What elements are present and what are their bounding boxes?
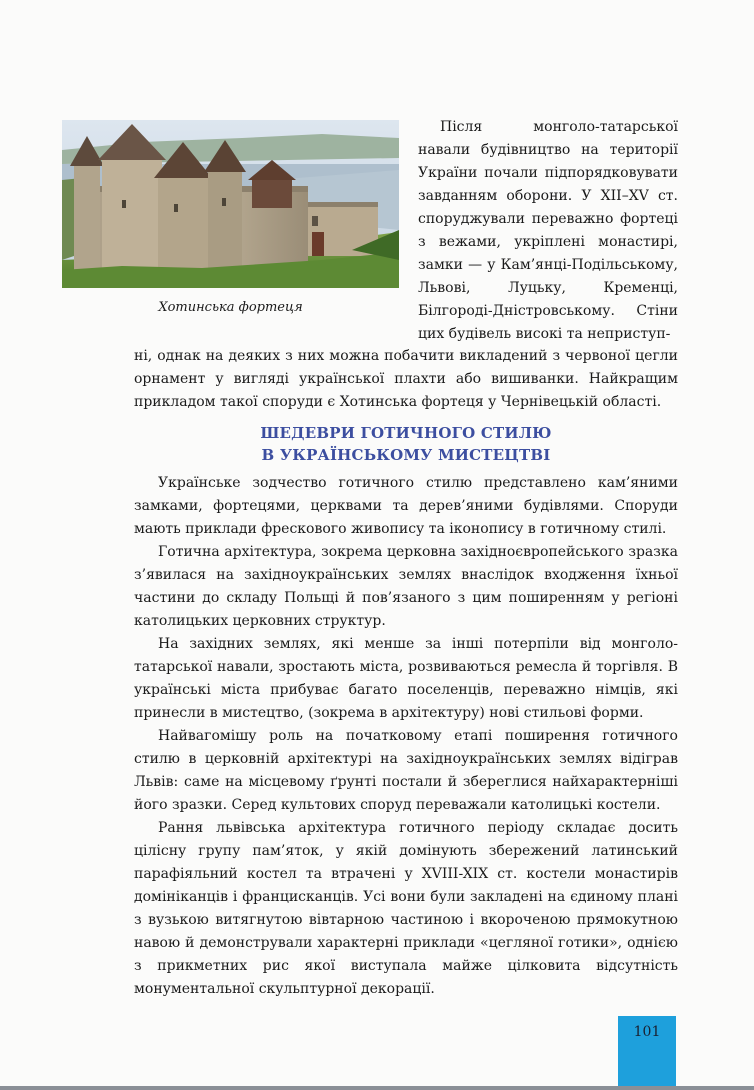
page-number: 101: [633, 1024, 661, 1040]
intro-paragraph: Після монголо-татарської навали будівництво на території України почали підпорядковувати завданням оборони. У XII–XV ст. споруджували переважно фортеці з вежами, укріплені монастирі, замки — у Кам’янці-Подільському, Львові, Луцьку, Кременці, Білгороді-Дністровському. Стіни цих будівель високі та неприступ-: [418, 119, 678, 342]
section-heading: [134, 422, 678, 466]
section-heading-line-1: ШЕДЕВРИ ГОТИЧНОГО СТИЛЮ: [260, 424, 552, 442]
body-paragraph: Найвагомішу роль на початковому етапі поширення готичного стилю в церковній архітектурі на західноукраїнських землях відіграв Львів: саме на місцевому ґрунті постали й збереглися найхарактерніші його зразки. Серед культових споруд переважали католицькі костели.: [134, 728, 678, 813]
intro-continuation-text: ні, однак на деяких з них можна побачити викладений з червоної цегли орнамент у вигляді української плахти або вишиванки. Найкращим прикладом такої споруди є Хотинська фортеця у Чернівецькій області.: [134, 348, 678, 410]
khotyn-fortress-photo: [62, 120, 399, 288]
section-body: [134, 472, 678, 1001]
intro-paragraph-continuation: [134, 345, 678, 414]
page-bottom-rule: [0, 1086, 754, 1090]
body-paragraph: Українське зодчество готичного стилю представлено кам’яними замками, фортецями, церквами та дерев’яними будівлями. Споруди мають приклади фрескового живопису та іконопису в готичному стилі.: [134, 475, 678, 537]
figure-caption: Хотинська фортеця: [158, 300, 303, 315]
page-number-tab: [618, 1016, 676, 1090]
body-paragraph: На західних землях, які менше за інші потерпіли від монголо-татарської навали, зростають міста, розвиваються ремесла й торгівля. В українські міста прибуває багато поселенців, переважно німців, які принесли в мистецтво, (зокрема в архітектуру) нові стильові форми.: [134, 636, 678, 721]
section-heading-line-2: В УКРАЇНСЬКОМУ МИСТЕЦТВІ: [261, 446, 551, 464]
body-paragraph: Готична архітектура, зокрема церковна західноєвропейського зразка з’явилася на західноукраїнських землях внаслідок входження їхньої частини до складу Польщі й пов’язаного з цим поширенням у регіоні католицьких церковних структур.: [134, 544, 678, 629]
intro-paragraph-column: [418, 116, 678, 346]
body-paragraph: Рання львівська архітектура готичного періоду складає досить цілісну групу пам’яток, у якій домінують збережений латинський парафіяльний костел та втрачені у XVIII-XIX ст. костели монастирів домініканців і францисканців. Усі вони були закладені на єдиному плані з вузькою витягнутою вівтарною частиною і вкороченою прямокутною навою й демонстрували характерні приклади «цегляної готики», однією з прикметних рис якої виступала майже цілковита відсутність монументальної скульптурної декорації.: [134, 820, 678, 997]
